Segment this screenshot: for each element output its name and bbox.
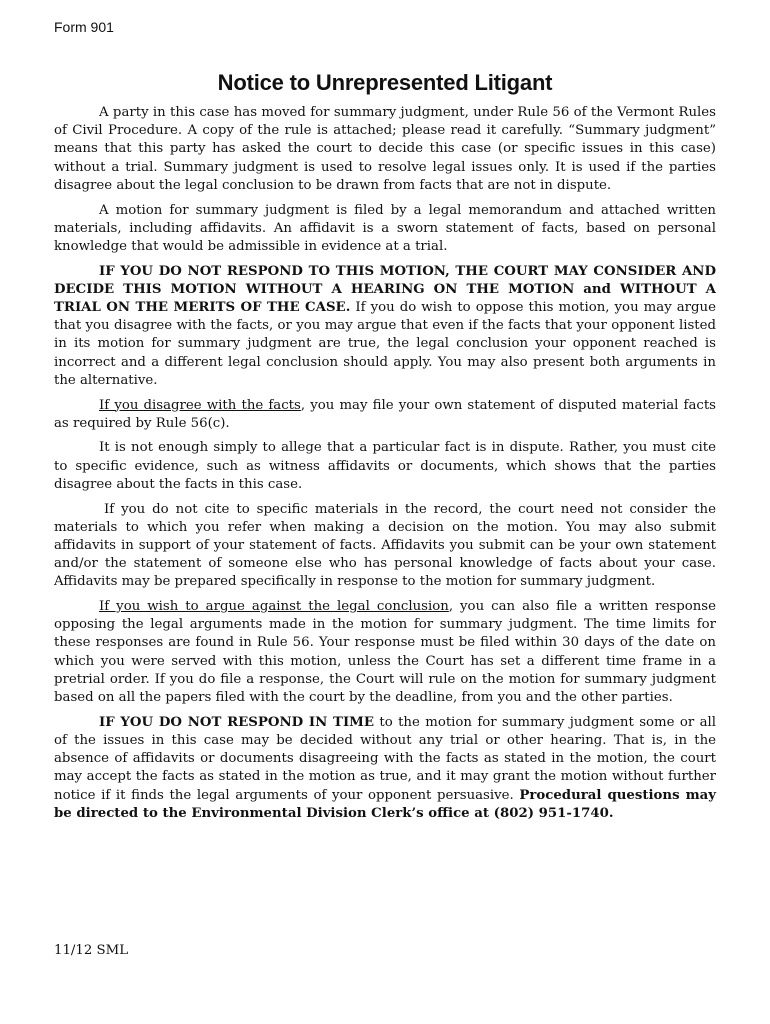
legal-conclusion-heading: If you wish to argue against the legal conclusion xyxy=(99,599,449,615)
legal-conclusion-text: , you can also file a written response opposing the legal arguments made in the motion for summary judgment. The time limits for these responses are found in Rule 56. Your response must be filed within 30 days of the date on which you were served with this motion, unless the Court has set a different time frame in a pretrial order. If you do file a response, the Court will rule on the motion for summary judgment based on all the papers filed with the court by the deadline, from you and the other parties. xyxy=(54,599,716,706)
paragraph-respond-in-time xyxy=(54,714,716,823)
respond-in-time-text: to the motion for summary judgment some or all of the issues in this case may be decided without any trial or other hearing. That is, in the absence of affidavits or documents disagreeing with the facts as stated in the motion, the court may accept the facts as stated in the motion as true, and it may grant the motion without further notice if it finds the legal arguments of your opponent persuasive. xyxy=(54,714,717,803)
paragraph-cite-evidence: It is not enough simply to allege that a particular fact is in dispute. Rather, you must cite to specific evidence, such as witness affidavits or documents, which shows that the parties disagree about the facts in this case. xyxy=(54,440,716,492)
paragraph-motion-filing: A motion for summary judgment is filed by a legal memorandum and attached written materials, including affidavits. An affidavit is a sworn statement of facts, based on personal knowledge that would be admissible in evidence at a trial. xyxy=(54,202,716,254)
notice-body xyxy=(54,104,716,830)
disagree-facts-text: , you may file your own statement of disputed material facts as required by Rule 56(c). xyxy=(54,397,716,431)
page-title: Notice to Unrepresented Litigant xyxy=(217,70,553,95)
paragraph-disagree-facts xyxy=(54,397,716,433)
warning-rest-text: If you do wish to oppose this motion, you may argue that you disagree with the facts, or you may argue that even if the facts that your opponent listed in its motion for summary judgment are true, the legal conclusion your opponent reached is incorrect and a different legal conclusion should apply. You may also present both arguments in the alternative. xyxy=(54,300,716,388)
form-number: Form 901 xyxy=(54,19,114,35)
clerk-contact-text: Procedural questions may be directed to the Environmental Division Clerk’s office at (802) 951-1740. xyxy=(54,787,716,821)
respond-in-time-bold: IF YOU DO NOT RESPOND IN TIME xyxy=(99,714,375,730)
footer-revision: 11/12 SML xyxy=(54,943,129,958)
paragraph-specific-materials: If you do not cite to specific materials in the record, the court need not consider the materials to which you refer when making a decision on the motion. You may also submit affidavits in support of your statement of facts. Affidavits you submit can be your own statement and/or the statement of someone else who has personal knowledge of facts about your case. Affidavits may be prepared specifically in response to the motion for summary judgment. xyxy=(54,501,716,590)
warning-bold-text: IF YOU DO NOT RESPOND TO THIS MOTION, THE COURT MAY CONSIDER AND DECIDE THIS MOTION WITHOUT A HEARING ON THE MOTION and WITHOUT A TRIAL ON THE MERITS OF THE CASE. xyxy=(54,263,716,316)
paragraph-legal-conclusion xyxy=(54,598,716,707)
disagree-facts-heading: If you disagree with the facts xyxy=(99,397,301,413)
paragraph-summary-judgment-intro: A party in this case has moved for summary judgment, under Rule 56 of the Vermont Rules of Civil Procedure. A copy of the rule is attached; please read it carefully. “Summary judgment” means that this party has asked the court to decide this case (or specific issues in this case) without a trial. Summary judgment is used to resolve legal issues only. It is used if the parties disagree about the legal conclusion to be drawn from facts that are not in dispute. xyxy=(54,105,716,193)
paragraph-warning xyxy=(54,263,716,390)
